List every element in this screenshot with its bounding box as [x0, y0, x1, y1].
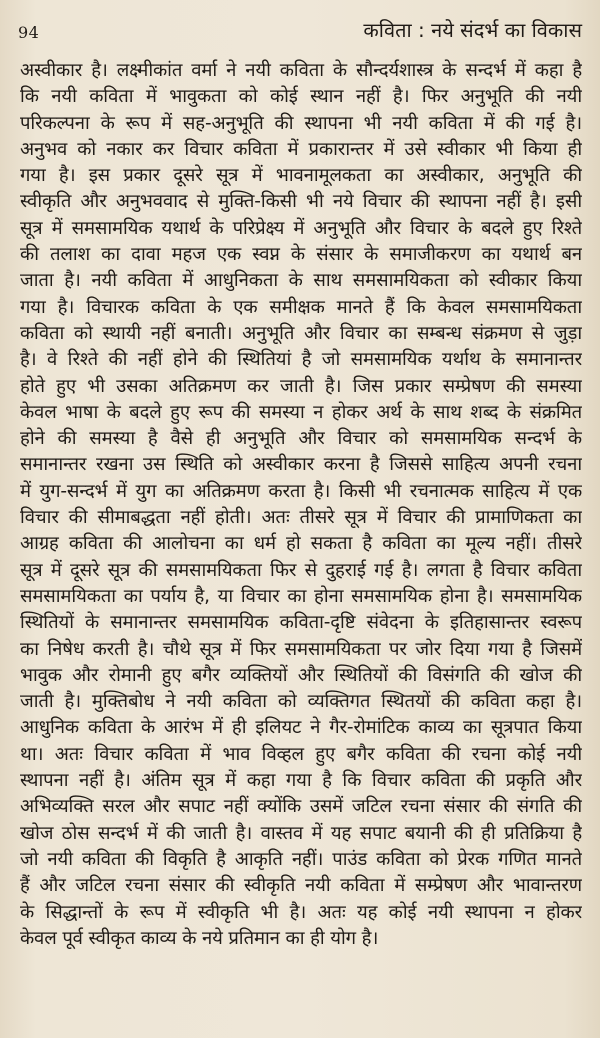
text-line: सूत्र में दूसरे सूत्र की समसामयिकता फिर से दुहराई गई है। लगता है विचार कविता	[20, 559, 582, 581]
text-line: कि नयी कविता में भावुकता को कोई स्थान नहीं है। फिर अनुभूति की नयी	[20, 86, 582, 108]
text-line: होते हुए भी उसका अतिक्रमण कर जाती है। जिस प्रकार सम्प्रेषण की समस्या	[20, 375, 582, 397]
text-line: आधुनिक कविता के आरंभ में ही इलियट ने गैर-रोमांटिक काव्य का सूत्रपात किया	[20, 717, 582, 739]
text-line: होने की समस्या है वैसे ही अनुभूति और विचार को समसामयिक सन्दर्भ के	[20, 428, 582, 450]
text-line: केवल भाषा के बदले हुए रूप की समस्या न होकर अर्थ के साथ शब्द के संक्रमित	[20, 401, 582, 423]
text-line: गया है। विचारक कविता के एक समीक्षक मानते हैं कि केवल समसामयिकता	[20, 296, 582, 318]
text-line: है। वे रिश्ते की नहीं होने की स्थितियां है जो समसामयिक यर्थाथ के समानान्तर	[20, 349, 582, 371]
text-line: परिकल्पना के रूप में सह-अनुभूति की स्थापना भी नयी कविता में की गई है।	[20, 112, 582, 134]
text-line: खोज ठोस सन्दर्भ में की जाती है। वास्तव में यह सपाट बयानी की ही प्रतिक्रिया है	[20, 822, 582, 844]
text-line: अनुभव को नकार कर विचार कविता में प्रकारान्तर में उसे स्वीकार भी किया ही	[20, 138, 582, 160]
text-line: सूत्र में समसामयिक यथार्थ के परिप्रेक्ष्य में अनुभूति और विचार के बदले हुए रिश्ते	[20, 217, 582, 239]
text-line: समानान्तर रखना उस स्थिति को अस्वीकार करना है जिससे साहित्य अपनी रचना	[20, 454, 582, 476]
page-header	[18, 18, 582, 48]
text-line: के सिद्धान्तों के रूप में स्वीकृति भी है। अतः यह कोई नयी स्थापना न होकर	[20, 901, 582, 923]
text-line: जाती है। मुक्तिबोध ने नयी कविता को व्यक्तिगत स्थितयों की कविता कहा है।	[20, 691, 582, 713]
text-line: अभिव्यक्ति सरल और सपाट नहीं क्योंकि उसमें जटिल रचना संसार की संगति की	[20, 796, 582, 818]
text-line: जाता है। नयी कविता में आधुनिकता के साथ समसामयिकता को स्वीकार किया	[20, 270, 582, 292]
text-line: आग्रह कविता की आलोचना का धर्म हो सकता है कविता का मूल्य नहीं। तीसरे	[20, 533, 582, 555]
text-line: केवल पूर्व स्वीकृत काव्य के नये प्रतिमान का ही योग है।	[20, 927, 379, 949]
text-line: भावुक और रोमानी हुए बगैर व्यक्तियों और स्थितियों की विसंगति की खोज की	[20, 664, 582, 686]
body-paragraph	[20, 58, 582, 1018]
text-line: हैं और जटिल रचना संसार की स्वीकृति नयी कविता में सम्प्रेषण और भावान्तरण	[20, 875, 582, 897]
text-line: स्वीकृति और अनुभववाद से मुक्ति-किसी भी नये विचार की स्थापना नहीं है। इसी	[20, 191, 582, 213]
text-line: अस्वीकार है। लक्ष्मीकांत वर्मा ने नयी कविता के सौन्दर्यशास्त्र के सन्दर्भ में कहा है	[20, 60, 582, 81]
text-line: समसामयिकता का पर्याय है, या विचार का होना समसामयिक होना है। समसामयिक	[20, 585, 582, 607]
text-line: कविता को स्थायी नहीं बनाती। अनुभूति और विचार का सम्बन्ध संक्रमण से जुड़ा	[20, 322, 582, 344]
text-line: स्थापना नहीं है। अंतिम सूत्र में कहा गया है कि विचार कविता की प्रकृति और	[20, 770, 582, 792]
text-line: की तलाश का दावा महज एक स्वप्न के संसार के समाजीकरण का यथार्थ बन	[20, 244, 582, 266]
text-line: में युग-सन्दर्भ में युग का अतिक्रमण करता है। किसी भी रचनात्मक साहित्य में एक	[20, 480, 582, 502]
page-number: 94	[18, 23, 40, 42]
text-line: विचार की सीमाबद्धता नहीं होती। अतः तीसरे सूत्र में विचार की प्रामाणिकता का	[20, 507, 582, 529]
text-line: था। अतः विचार कविता में भाव विव्हल हुए बगैर कविता की रचना कोई नयी	[20, 743, 582, 765]
running-title: कविता : नये संदर्भ का विकास	[363, 18, 582, 42]
text-line: स्थितियों के समानान्तर समसामयिक कविता-दृष्टि संवेदना के इतिहासान्तर स्वरूप	[20, 612, 582, 634]
text-line: गया है। इस प्रकार दूसरे सूत्र में भावनामूलकता का अस्वीकार, अनुभूति की	[20, 165, 582, 187]
text-line: का निषेध करती है। चौथे सूत्र में फिर समसामयिकता पर जोर दिया गया है जिसमें	[20, 638, 582, 660]
text-line: जो नयी कविता की विकृति है आकृति नहीं। पाउंड कविता को प्रेरक गणित मानते	[20, 848, 582, 870]
